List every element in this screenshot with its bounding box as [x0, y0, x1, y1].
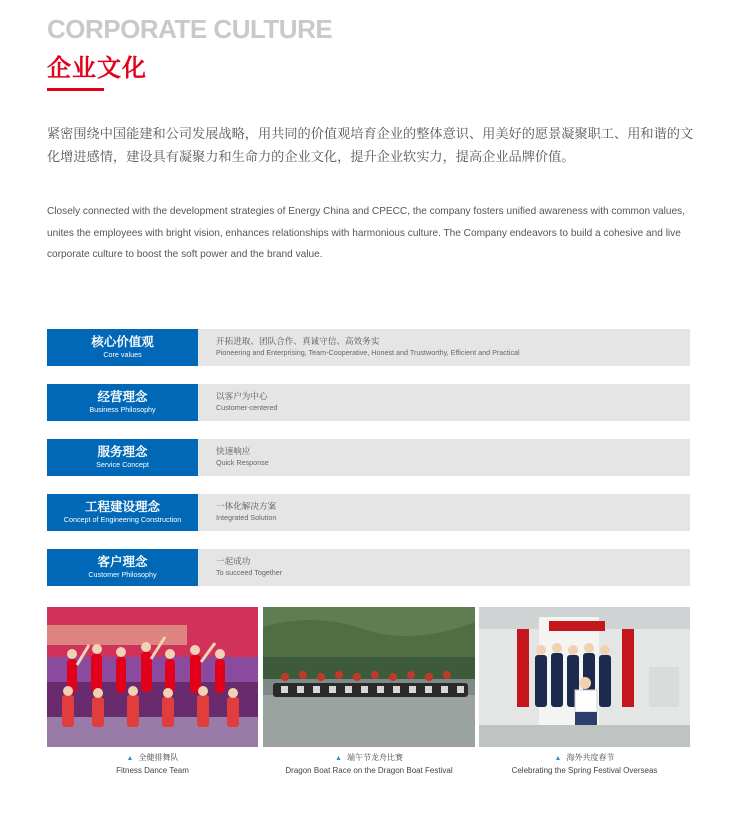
caption-en: Celebrating the Spring Festival Overseas	[511, 766, 658, 775]
caption-en: Dragon Boat Race on the Dragon Boat Festival	[285, 766, 453, 775]
value-label	[47, 439, 198, 476]
value-description	[198, 329, 690, 366]
value-label	[47, 384, 198, 421]
triangle-up-icon: ▲	[335, 755, 342, 762]
value-description	[198, 384, 690, 421]
triangle-up-icon: ▲	[554, 755, 562, 762]
value-description	[198, 494, 690, 531]
value-label-zh: 核心价值观	[91, 335, 154, 349]
intro-paragraph-en: Closely connected with the development strategies of Energy China and CPECC, the company fosters unified awareness with common values, unites the employees with bright vision, enhances relationships with harmonious culture. The Company endeavors to build a cohesive and live corporate culture to boost the soft power and the brand value.	[47, 206, 685, 260]
caption-zh: 端午节龙舟比赛	[346, 753, 403, 762]
value-desc-zh: 快速响应	[216, 446, 251, 456]
value-label-en: Concept of Engineering Construction	[63, 515, 182, 524]
page-title-en: CORPORATE CULTURE	[47, 14, 333, 44]
caption-dragon-boat-race	[263, 752, 475, 777]
intro-paragraph-zh: 紧密围绕中国能建和公司发展战略，用共同的价值观培育企业的整体意识、用美好的愿景凝聚职工、用和谐的文化增进感情，建设具有凝聚力和生命力的企业文化，提升企业软实力，提高企业品牌价值。	[47, 126, 694, 164]
value-label-en: Service Concept	[96, 460, 149, 469]
photo-dragon-boat-race	[263, 607, 475, 747]
caption-fitness-dance-team	[47, 752, 258, 777]
caption-zh: 海外共度春节	[566, 753, 615, 762]
value-row-core-values	[47, 329, 690, 366]
value-desc-zh: 一起成功	[216, 556, 251, 566]
page-title-zh: 企业文化	[47, 55, 147, 82]
value-desc-en: Quick Response	[216, 458, 269, 467]
value-desc-en: Integrated Solution	[216, 513, 277, 522]
value-label	[47, 329, 198, 366]
value-label	[47, 549, 198, 586]
value-row-customer-philosophy	[47, 549, 690, 586]
value-label	[47, 494, 198, 531]
caption-en: Fitness Dance Team	[116, 766, 189, 775]
value-label-zh: 工程建设理念	[84, 500, 160, 514]
value-desc-zh: 以客户为中心	[216, 391, 268, 401]
value-label-zh: 客户理念	[97, 555, 148, 569]
caption-spring-festival	[479, 752, 690, 777]
value-description	[198, 549, 690, 586]
value-desc-zh: 开拓进取、团队合作、真诚守信、高效务实	[216, 336, 380, 346]
photo-spring-festival	[479, 607, 690, 747]
value-row-business-philosophy	[47, 384, 690, 421]
value-label-en: Business Philosophy	[89, 405, 156, 414]
value-label-en: Customer Philosophy	[88, 570, 157, 579]
value-row-engineering-construction	[47, 494, 690, 531]
value-desc-en: Customer-centered	[216, 403, 278, 412]
triangle-up-icon: ▲	[126, 755, 134, 762]
title-underline	[47, 88, 104, 91]
value-description	[198, 439, 690, 476]
value-label-en: Core values	[103, 350, 142, 359]
value-row-service-concept	[47, 439, 690, 476]
value-desc-en: Pioneering and Enterprising, Team-Cooperative, Honest and Trustworthy, Efficient and Practical	[216, 348, 520, 357]
value-label-zh: 经营理念	[97, 390, 148, 404]
value-desc-zh: 一体化解决方案	[216, 501, 277, 511]
value-label-zh: 服务理念	[97, 445, 148, 459]
caption-zh: 全健排舞队	[138, 753, 179, 762]
photo-fitness-dance-team	[47, 607, 258, 747]
value-desc-en: To succeed Together	[216, 568, 283, 577]
